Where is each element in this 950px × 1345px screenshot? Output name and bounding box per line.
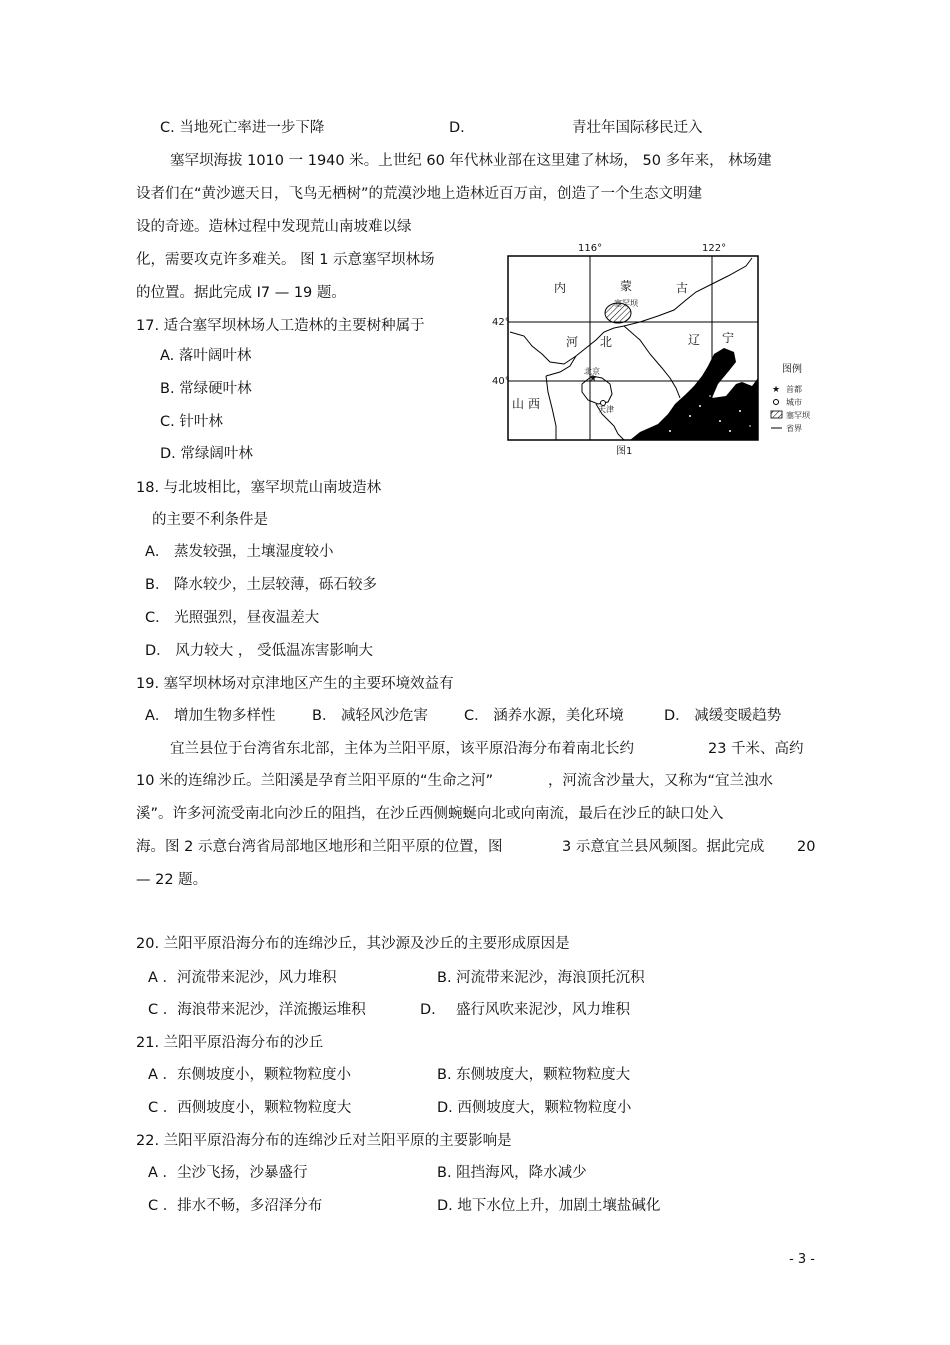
text-line: B． 降水较少，土层较薄，砾石较多 [145, 577, 378, 593]
legend-city-icon [774, 400, 779, 405]
text-line: D. [420, 1002, 436, 1018]
text-line: 海。图 2 示意台湾省局部地区地形和兰阳平原的位置，图 [136, 839, 503, 855]
region-nei: 内 [554, 281, 567, 295]
text-line: D. 地下水位上升，加剧土壤盐碱化 [437, 1198, 661, 1214]
city-tianjin: 天津 [598, 405, 614, 414]
region-shan: 山 [512, 397, 525, 411]
text-line: 18. 与北坡相比，塞罕坝荒山南坡造林 [136, 480, 382, 496]
text-line: 3 示意宜兰县风频图。据此完成 [562, 839, 765, 855]
legend-title: 图例 [782, 364, 802, 375]
sea-area [630, 348, 758, 440]
text-line: D． 减缓变暖趋势 [664, 708, 782, 724]
text-line: B. 常绿硬叶林 [160, 381, 252, 397]
text-line: 的主要不利条件是 [152, 512, 268, 528]
text-line: 21. 兰阳平原沿海分布的沙丘 [136, 1035, 324, 1051]
text-line: B. 东侧坡度大，颗粒物粒度大 [437, 1067, 631, 1083]
text-line: 19. 塞罕坝林场对京津地区产生的主要环境效益有 [136, 676, 454, 692]
text-line: ，河流含沙量大，又称为“宜兰浊水 [548, 773, 774, 789]
region-he: 河 [566, 335, 579, 349]
text-line: 设者们在“黄沙遮天日，飞鸟无栖树”的荒漠沙地上造林近百万亩，创造了一个生态文明建 [136, 186, 703, 202]
text-line: A. 落叶阔叶林 [160, 348, 252, 364]
text-line: C. 针叶林 [160, 414, 223, 430]
figure-1-map [490, 236, 830, 458]
map-legend [771, 362, 811, 433]
text-line: A． 增加生物多样性 [145, 708, 276, 724]
text-line: A ．河流带来泥沙，风力堆积 [148, 970, 337, 986]
text-line: 23 千米、高约 [708, 741, 804, 757]
figure-caption: 图1 [616, 446, 633, 457]
legend-capital-star-icon: ★ [772, 385, 781, 395]
text-line: 20. 兰阳平原沿海分布的连绵沙丘，其沙源及沙丘的主要形成原因是 [136, 936, 570, 952]
text-line: B． 减轻风沙危害 [312, 708, 429, 724]
text-line: — 22 题。 [136, 872, 208, 888]
text-line: B. 阻挡海风，降水减少 [437, 1165, 587, 1181]
text-line: A ．尘沙飞扬，沙暴盛行 [148, 1165, 308, 1181]
capital-star-icon: ★ [589, 374, 598, 384]
region-bei: 北 [600, 335, 613, 349]
city-beijing: 北京 [584, 367, 600, 376]
legend-city: 城市 [786, 398, 802, 407]
lat-label-42: 42° [492, 317, 510, 328]
text-line: 20 [797, 839, 816, 855]
text-line: 宜兰县位于台湾省东北部，主体为兰阳平原，该平原沿海分布着南北长约 [170, 741, 634, 757]
region-liao: 辽 [688, 333, 701, 347]
text-line: 塞罕坝海拔 1010 一 1940 米。上世纪 60 年代林业部在这里建了林场， 50 多年来， 林场建 [170, 153, 772, 169]
text-line: 10 米的连绵沙丘。兰阳溪是孕育兰阳平原的“生命之河” [136, 773, 494, 789]
region-ning: 宁 [722, 331, 735, 345]
text-line: D. 常绿阔叶林 [160, 446, 253, 462]
legend-saihanba-hatch-icon [771, 411, 782, 418]
text-line: 22. 兰阳平原沿海分布的连绵沙丘对兰阳平原的主要影响是 [136, 1133, 512, 1149]
lat-label-40: 40° [492, 376, 510, 387]
lon-label-122: 122° [702, 243, 727, 254]
text-line: B. 河流带来泥沙，海浪顶托沉积 [437, 970, 645, 986]
legend-boundary: 省界 [786, 424, 802, 433]
text-line: 设的奇迹。造林过程中发现荒山南坡难以绿 [136, 219, 412, 235]
city-saihanba: 塞罕坝 [614, 299, 638, 308]
region-meng: 蒙 [620, 279, 633, 293]
text-line: C ．海浪带来泥沙，洋流搬运堆积 [148, 1002, 366, 1018]
text-line: D． 风力较大 ， 受低温冻害影响大 [145, 643, 373, 659]
text-line: D. [449, 120, 465, 136]
text-line: D. 西侧坡度大，颗粒物粒度小 [437, 1100, 632, 1116]
text-line: 的位置。据此完成 I7 — 19 题。 [136, 285, 346, 301]
text-line: 溪”。许多河流受南北向沙丘的阻挡，在沙丘西侧蜿蜒向北或向南流，最后在沙丘的缺口处入 [136, 806, 724, 822]
legend-capital: 首都 [786, 385, 802, 394]
text-line: C． 涵养水源，美化环境 [464, 708, 624, 724]
text-line: 青壮年国际移民迁入 [572, 120, 703, 136]
text-line: A． 蒸发较强，土壤湿度较小 [145, 544, 334, 560]
text-line: 盛行风吹来泥沙，风力堆积 [456, 1002, 630, 1018]
region-xi: 西 [528, 397, 541, 411]
region-gu: 古 [676, 281, 689, 295]
page-number: - 3 - [789, 1252, 815, 1267]
lon-label-116: 116° [578, 243, 603, 254]
text-line: C ．西侧坡度小，颗粒物粒度大 [148, 1100, 352, 1116]
text-line: C. 当地死亡率进一步下降 [160, 120, 325, 136]
text-line: 化，需要攻克许多难关。 图 1 示意塞罕坝林场 [136, 252, 435, 268]
text-line: C ．排水不畅，多沼泽分布 [148, 1198, 323, 1214]
text-line: C． 光照强烈，昼夜温差大 [145, 610, 320, 626]
text-line: A ．东侧坡度小，颗粒物粒度小 [148, 1067, 352, 1083]
legend-saihanba: 塞罕坝 [786, 411, 810, 420]
text-line: 17. 适合塞罕坝林场人工造林的主要树种属于 [136, 318, 425, 334]
